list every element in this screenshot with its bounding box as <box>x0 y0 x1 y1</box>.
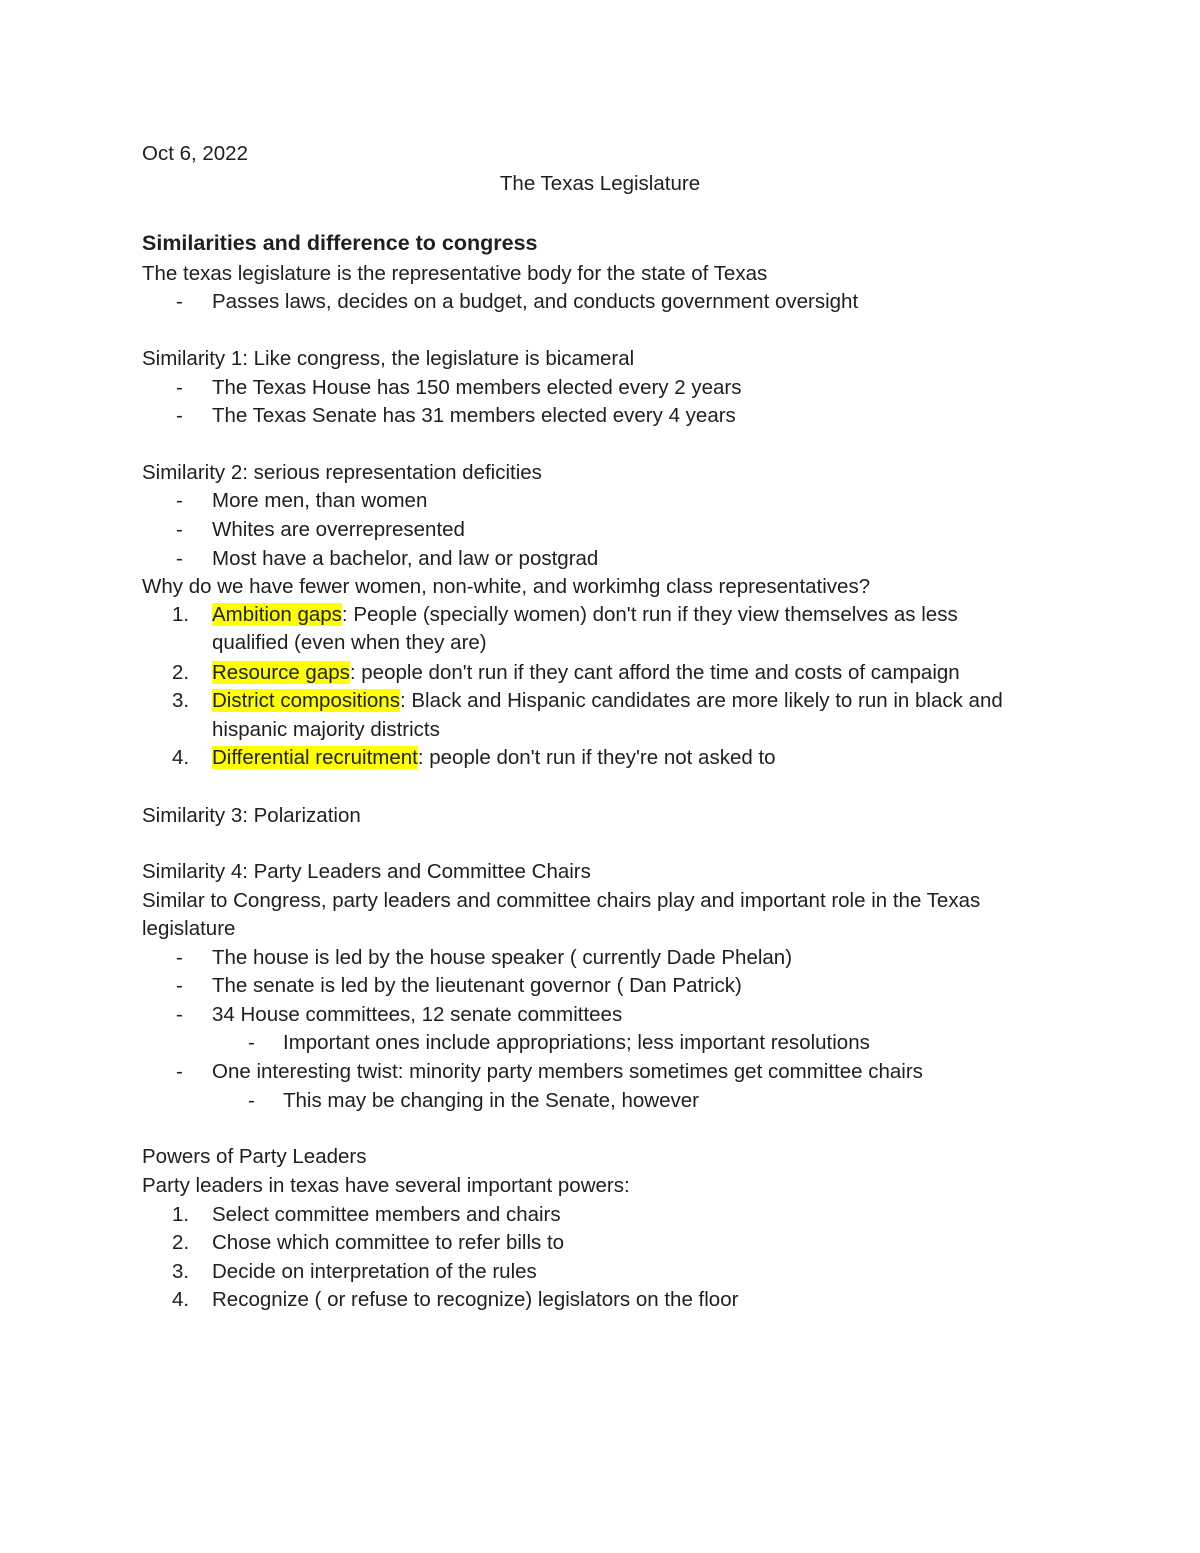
bullet-text: Passes laws, decides on a budget, and conducts government oversight <box>212 290 859 313</box>
bullet-text: The house is led by the house speaker ( currently Dade Phelan) <box>212 946 793 969</box>
bullet-dash: - <box>248 1031 255 1054</box>
item-number: 3. <box>172 1260 190 1283</box>
item-rest: : people don't run if they're not asked to <box>417 746 776 769</box>
item-text <box>212 744 776 772</box>
item-number: 1. <box>172 603 190 626</box>
item-text <box>212 687 1003 715</box>
bullet-dash: - <box>176 376 183 399</box>
item-continuation: qualified (even when they are) <box>212 631 487 654</box>
paragraph: The texas legislature is the representative body for the state of Texas <box>142 262 768 285</box>
bullet-dash: - <box>176 489 183 512</box>
bullet-dash: - <box>176 1060 183 1083</box>
bullet-dash: - <box>176 518 183 541</box>
paragraph: Similar to Congress, party leaders and committee chairs play and important role in the Texas <box>142 889 981 912</box>
highlighted-term: Resource gaps <box>212 661 350 684</box>
highlighted-term: District compositions <box>212 689 400 712</box>
similarity-heading: Similarity 2: serious representation deficities <box>142 461 542 484</box>
bullet-text: This may be changing in the Senate, however <box>283 1089 699 1112</box>
paragraph: Party leaders in texas have several important powers: <box>142 1174 630 1197</box>
bullet-dash: - <box>176 1003 183 1026</box>
item-number: 4. <box>172 1288 190 1311</box>
item-number: 4. <box>172 746 190 769</box>
similarity-heading: Similarity 4: Party Leaders and Committee Chairs <box>142 860 591 883</box>
section-heading: Powers of Party Leaders <box>142 1145 367 1168</box>
highlighted-term: Differential recruitment <box>212 746 418 769</box>
bullet-text: The Texas House has 150 members elected every 2 years <box>212 376 742 399</box>
item-rest: : people don't run if they cant afford the time and costs of campaign <box>349 661 960 684</box>
bullet-dash: - <box>176 547 183 570</box>
item-rest: : People (specially women) don't run if they view themselves as less <box>341 603 958 626</box>
bullet-text: Most have a bachelor, and law or postgrad <box>212 547 599 570</box>
highlighted-term: Ambition gaps <box>212 603 342 626</box>
item-text: Chose which committee to refer bills to <box>212 1231 565 1254</box>
bullet-text: More men, than women <box>212 489 428 512</box>
similarity-heading: Similarity 1: Like congress, the legislature is bicameral <box>142 347 635 370</box>
bullet-text: The Texas Senate has 31 members elected every 4 years <box>212 404 736 427</box>
item-number: 2. <box>172 1231 190 1254</box>
bullet-text: One interesting twist: minority party members sometimes get committee chairs <box>212 1060 923 1083</box>
note-date: Oct 6, 2022 <box>142 142 248 165</box>
item-text: Decide on interpretation of the rules <box>212 1260 537 1283</box>
item-number: 2. <box>172 661 190 684</box>
similarity-heading: Similarity 3: Polarization <box>142 804 361 827</box>
bullet-dash: - <box>248 1089 255 1112</box>
bullet-dash: - <box>176 946 183 969</box>
item-text: Select committee members and chairs <box>212 1203 561 1226</box>
item-number: 1. <box>172 1203 190 1226</box>
item-text <box>212 601 958 629</box>
item-text <box>212 659 960 687</box>
bullet-text: Important ones include appropriations; less important resolutions <box>283 1031 870 1054</box>
bullet-dash: - <box>176 290 183 313</box>
item-continuation: hispanic majority districts <box>212 718 440 741</box>
section-heading: Similarities and difference to congress <box>142 231 538 255</box>
bullet-text: The senate is led by the lieutenant governor ( Dan Patrick) <box>212 974 742 997</box>
document-title: The Texas Legislature <box>499 172 701 195</box>
item-rest: : Black and Hispanic candidates are more likely to run in black and <box>399 689 1003 712</box>
bullet-dash: - <box>176 974 183 997</box>
item-text: Recognize ( or refuse to recognize) legislators on the floor <box>212 1288 739 1311</box>
item-number: 3. <box>172 689 190 712</box>
question-line: Why do we have fewer women, non-white, and workimhg class representatives? <box>142 575 871 598</box>
bullet-text: 34 House committees, 12 senate committees <box>212 1003 623 1026</box>
bullet-text: Whites are overrepresented <box>212 518 465 541</box>
bullet-dash: - <box>176 404 183 427</box>
paragraph-continuation: legislature <box>142 917 236 940</box>
